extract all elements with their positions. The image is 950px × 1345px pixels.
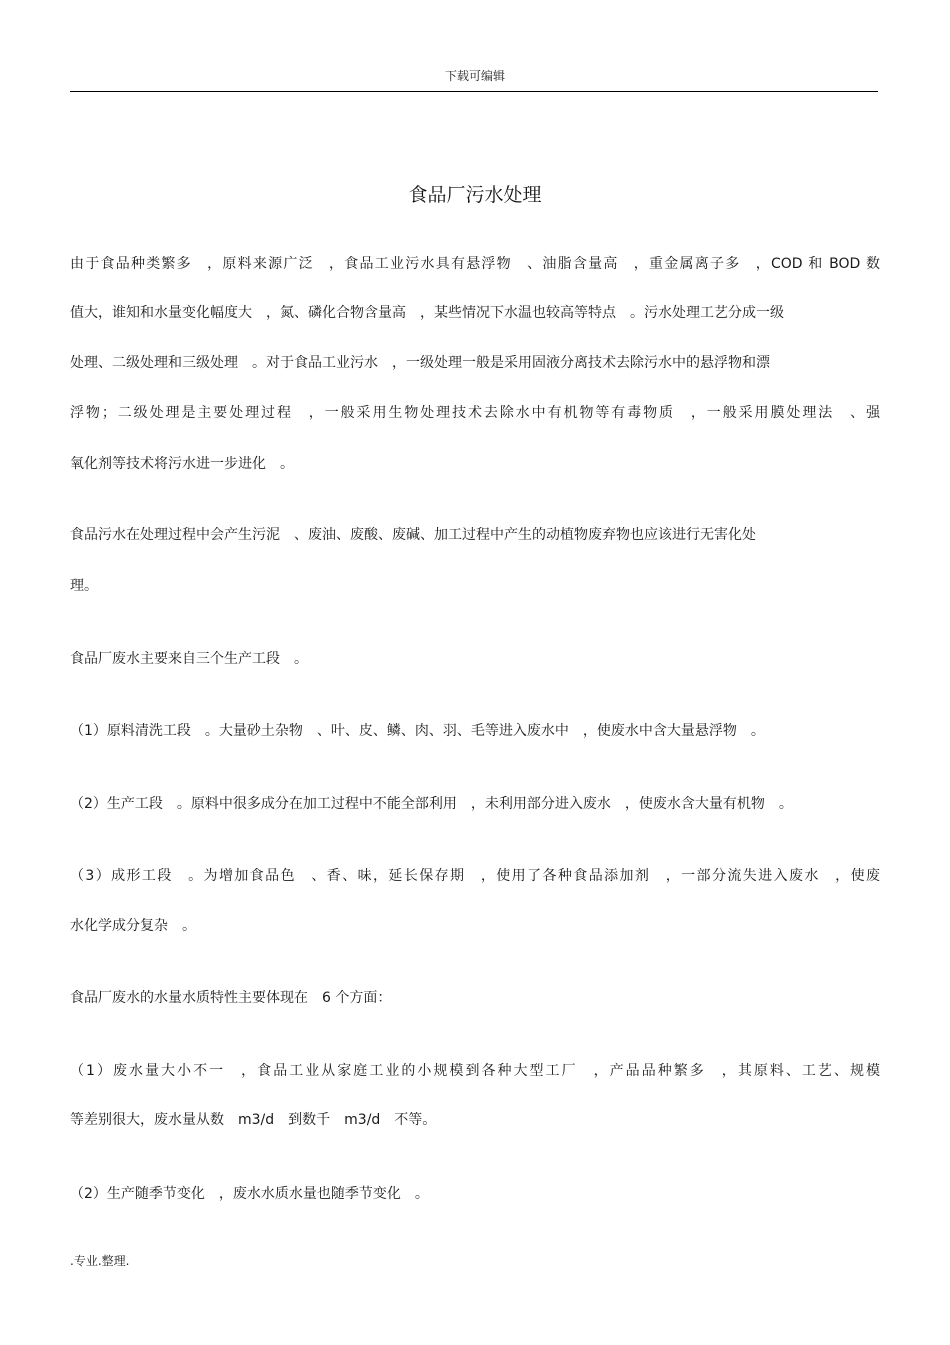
list-item: （1）废水量大小不一 ，食品工业从家庭工业的小规模到各种大型工厂 ，产品品种繁多 ，其原料、工艺、规模 xyxy=(70,1063,880,1079)
paragraph-line: 由于食品种类繁多 ，原料来源广泛 ，食品工业污水具有悬浮物 、油脂含量高 ，重金属离子多 ，COD 和 BOD 数 xyxy=(70,256,880,272)
paragraph-line: 食品厂废水的水量水质特性主要体现在 6 个方面： xyxy=(70,990,392,1006)
list-item: （2）生产随季节变化 ，废水水质水量也随季节变化 。 xyxy=(70,1186,429,1202)
paragraph-line: 氧化剂等技术将污水进一步进化 。 xyxy=(70,456,294,472)
paragraph-line: 理。 xyxy=(70,578,98,594)
list-item: （3）成形工段 。为增加食品色 、香、味，延长保存期 ，使用了各种食品添加剂 ，一部分流失进入废水 ，使废 xyxy=(70,868,880,884)
list-item: （2）生产工段 。原料中很多成分在加工过程中不能全部利用 ，未利用部分进入废水 ，使废水含大量有机物 。 xyxy=(70,796,793,812)
document-title: 食品厂污水处理 xyxy=(408,184,542,206)
list-item: 等差别很大，废水量从数 m3/d 到数千 m3/d 不等。 xyxy=(70,1112,437,1128)
paragraph-line: 食品厂废水主要来自三个生产工段 。 xyxy=(70,651,308,667)
page-footer: .专业.整理. xyxy=(70,1254,130,1268)
paragraph-line: 浮物；二级处理是主要处理过程 ，一般采用生物处理技术去除水中有机物等有毒物质 ，一般采用膜处理法 、强 xyxy=(70,405,880,421)
list-item: （1）原料清洗工段 。大量砂土杂物 、叶、皮、鳞、肉、羽、毛等进入废水中 ，使废水中含大量悬浮物 。 xyxy=(70,723,765,739)
list-item: 水化学成分复杂 。 xyxy=(70,918,196,934)
paragraph-line: 处理、二级处理和三级处理 。对于食品工业污水 ，一级处理一般是采用固液分离技术去除污水中的悬浮物和漂 xyxy=(70,355,770,371)
paragraph-line: 值大，谁知和水量变化幅度大 ，氮、磷化合物含量高 ，某些情况下水温也较高等特点 。污水处理工艺分成一级 xyxy=(70,305,784,321)
page-header: 下载可编辑 xyxy=(444,69,505,83)
header-divider xyxy=(70,91,878,92)
paragraph-line: 食品污水在处理过程中会产生污泥 、废油、废酸、废碱、加工过程中产生的动植物废弃物也应该进行无害化处 xyxy=(70,527,756,543)
